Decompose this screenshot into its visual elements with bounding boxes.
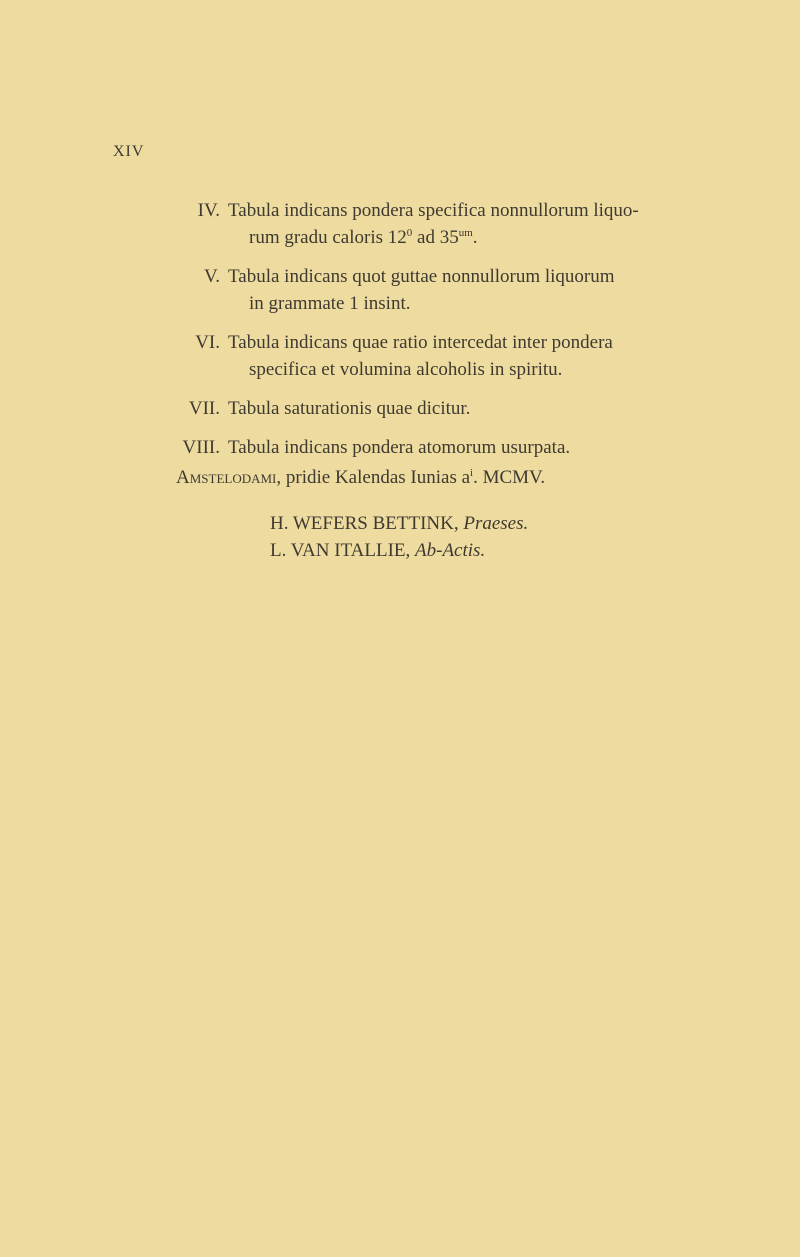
place-date-line xyxy=(176,467,545,489)
text-segment: rum gradu caloris 12 xyxy=(249,227,407,248)
signatory-name: L. VAN ITALLIE, xyxy=(270,540,416,561)
list-item-text xyxy=(228,434,723,461)
list-item-number: VI. xyxy=(195,332,220,353)
list-item xyxy=(100,263,700,317)
signature-line xyxy=(270,537,528,564)
list-item xyxy=(100,329,700,383)
text-segment: ad 35 xyxy=(412,227,459,248)
list-item-line: Tabula indicans quot guttae nonnullorum liquorum xyxy=(228,266,615,287)
list-item-text xyxy=(228,263,723,317)
year-text: . MCMV. xyxy=(473,467,546,488)
list-item-number: VIII. xyxy=(182,437,220,458)
page-number: XIV xyxy=(113,143,145,160)
place-name: Amstelodami, xyxy=(176,467,282,488)
list-item-number: IV. xyxy=(197,200,220,221)
list-item-number: VII. xyxy=(188,398,220,419)
list-item-text xyxy=(228,197,723,251)
superscript: i xyxy=(470,467,474,479)
list-item-line: Tabula saturationis quae dicitur. xyxy=(228,398,471,419)
text-segment: . xyxy=(472,227,478,248)
list-item-line xyxy=(228,224,723,251)
list-item-line: specifica et volumina alcoholis in spiritu. xyxy=(249,359,563,380)
list-item-line: in grammate 1 insint. xyxy=(249,293,411,314)
superscript: 0 xyxy=(406,227,413,239)
signatory-role: Ab-Actis. xyxy=(415,540,486,561)
list-item-number: V. xyxy=(203,266,220,287)
list-item xyxy=(100,395,700,422)
table-list xyxy=(100,197,700,473)
signature-line xyxy=(270,510,528,537)
list-item-text xyxy=(228,395,723,422)
list-item xyxy=(100,434,700,461)
date-text: pridie Kalendas Iunias a xyxy=(281,467,471,488)
list-item xyxy=(100,197,700,251)
list-item-line: Tabula indicans pondera atomorum usurpata. xyxy=(228,437,571,458)
list-item-line: Tabula indicans pondera specifica nonnullorum liquo- xyxy=(228,200,639,221)
list-item-line: Tabula indicans quae ratio intercedat inter pondera xyxy=(228,332,613,353)
signatures xyxy=(270,510,528,564)
list-item-text xyxy=(228,329,723,383)
signatory-name: H. WEFERS BETTINK, xyxy=(270,513,464,534)
signatory-role: Praeses. xyxy=(463,513,529,534)
superscript: um xyxy=(458,227,473,239)
